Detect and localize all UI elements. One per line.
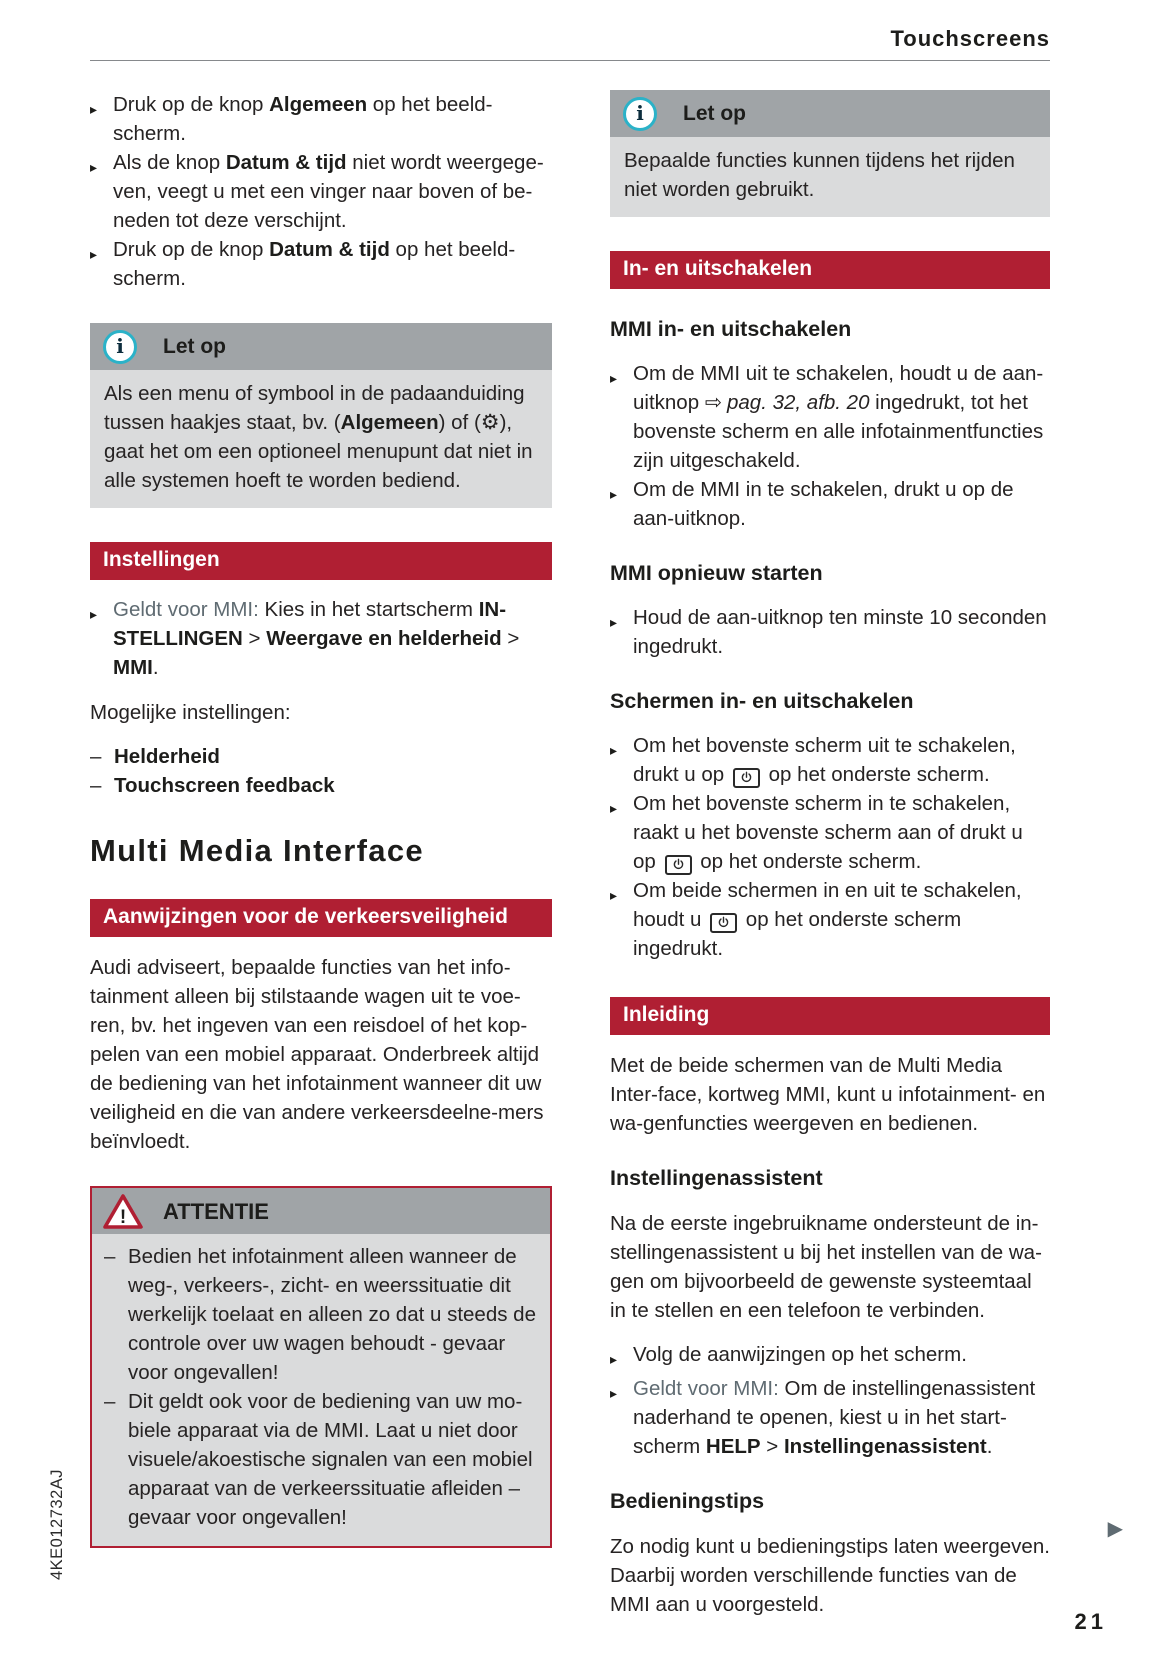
bullet-item <box>90 235 552 293</box>
bullet-icon: ▸ <box>610 800 618 816</box>
item-text <box>633 731 1050 789</box>
document-code: 4KE012732AJ <box>48 1468 66 1580</box>
paragraph <box>610 1209 1050 1325</box>
paragraph <box>90 698 552 727</box>
bullet-item <box>90 90 552 148</box>
bullet-icon: ▸ <box>90 101 98 117</box>
text-run: Om het bovenste scherm in te schakelen, raakt u het bovenste scherm aan of drukt u op <box>633 792 1023 873</box>
text-run: Weergave en helderheid <box>266 627 502 650</box>
text-run: op het onderste scherm. <box>762 763 990 786</box>
paragraph <box>90 953 552 1156</box>
subheading: Instellingenassistent <box>610 1166 823 1190</box>
subheading: MMI opnieuw starten <box>610 561 823 585</box>
text-run: Audi adviseert, bepaalde functies van het info-tainment alleen bij stilstaande wagen uit te voe-ren, bv. het ingeven van een reisdoel of het kop-pelen van een mobiel apparaat. Onderbreek altijd de bediening van het infotainment wanneer dit uw veiligheid en die van andere verkeersdeelne-mers beïnvloedt. <box>90 956 544 1153</box>
bullet-list <box>90 595 552 682</box>
note-header <box>90 323 552 370</box>
item-text <box>113 235 552 293</box>
text-run: > <box>242 627 267 650</box>
item-text <box>633 1340 1050 1374</box>
text-run: . <box>152 656 159 679</box>
paragraph <box>610 1051 1050 1138</box>
bullet-icon: ▸ <box>610 486 618 502</box>
note-title: Let op <box>163 335 226 358</box>
bullet-item <box>90 595 552 682</box>
item-text <box>114 742 220 771</box>
text-run: niet wordt weergege-ven, veegt u met een vinger naar boven of be-neden tot deze verschijnt. <box>113 151 544 232</box>
text-run: Druk op de knop <box>113 93 270 116</box>
bullet-icon: ▸ <box>610 370 618 386</box>
item-text <box>128 1387 538 1532</box>
text-run: Zo nodig kunt u bedieningstips laten weergeven. Daarbij worden verschillende functies van de MMI aan u voorgesteld. <box>610 1535 1050 1616</box>
power-icon <box>665 855 692 875</box>
bullet-item <box>610 876 1050 963</box>
section-banner: Inleiding <box>610 997 1050 1035</box>
text-run: . <box>986 1435 993 1458</box>
text-run: Datum & tijd <box>269 238 390 261</box>
info-icon: i <box>103 330 137 364</box>
text-run: Touchscreen feedback <box>114 774 335 797</box>
item-text <box>128 1242 538 1387</box>
text-run: Helderheid <box>114 745 220 768</box>
subheading: Bedieningstips <box>610 1489 765 1513</box>
text-run: op het beeld-scherm. <box>113 93 493 145</box>
item-text <box>114 771 335 800</box>
text-run: Geldt voor MMI: <box>633 1377 785 1400</box>
list-item <box>104 1387 538 1532</box>
text-run: Algemeen <box>269 93 368 116</box>
bullet-icon: ▸ <box>90 606 98 622</box>
bullet-list <box>610 603 1050 661</box>
bullet-icon: ▸ <box>610 614 618 630</box>
bullet-icon: ▸ <box>90 159 98 175</box>
text-run: Geldt voor MMI: <box>113 598 265 621</box>
text-run: HELP <box>705 1435 761 1458</box>
text-run: Om beide schermen in en uit te schakelen, houdt u <box>633 879 1022 931</box>
chapter-title: Touchscreens <box>890 26 1050 51</box>
ref-arrow-icon: ⇨ <box>704 391 722 414</box>
note-body <box>610 137 1050 217</box>
text-run: Mogelijke instellingen: <box>90 701 291 724</box>
text-run: pag. 32, afb. 20 <box>727 391 870 414</box>
item-text <box>113 595 552 682</box>
power-icon <box>710 913 737 933</box>
list-item <box>90 771 552 800</box>
warning-box <box>90 1186 552 1548</box>
paragraph <box>610 1532 1050 1619</box>
item-text <box>633 475 1050 533</box>
bullet-icon: ▸ <box>610 1351 618 1367</box>
bullet-list <box>610 731 1050 963</box>
continuation-arrow-icon: ▶ <box>1107 1518 1123 1540</box>
item-text <box>633 1374 1050 1461</box>
text-run: Algemeen <box>340 411 439 434</box>
bullet-list <box>610 1340 1050 1461</box>
section-banner: Aanwijzingen voor de verkeersveiligheid <box>90 899 552 937</box>
text-run: > <box>501 627 520 650</box>
note-body <box>90 370 552 508</box>
subheading: Schermen in- en uitschakelen <box>610 689 914 713</box>
text-run: Om het bovenste scherm uit te schakelen, drukt u op <box>633 734 1016 786</box>
bullet-icon: ▸ <box>610 742 618 758</box>
note-box <box>90 323 552 508</box>
text-run: Druk op de knop <box>113 238 270 261</box>
item-text <box>113 90 552 148</box>
bullet-list <box>610 359 1050 533</box>
svg-text:!: ! <box>119 1206 127 1228</box>
text-run: IN-STELLINGEN <box>113 598 507 650</box>
text-run: Als een menu of symbool in de padaanduiding tussen haakjes staat, bv. ( <box>104 382 525 434</box>
page-number: 21 <box>1074 1609 1107 1634</box>
section-banner: Instellingen <box>90 542 552 580</box>
page-title: Multi Media Interface <box>90 833 424 868</box>
item-text <box>633 876 1050 963</box>
page-header <box>90 26 1050 52</box>
dash-marker: – <box>90 745 102 768</box>
text-run: Om de MMI in te schakelen, drukt u op de aan-uitknop. <box>633 478 1014 530</box>
bullet-icon: ▸ <box>610 1385 618 1401</box>
item-text <box>633 603 1050 661</box>
text-run: Om de MMI uit te schakelen, houdt u de aan-uitknop <box>633 362 1044 414</box>
text-run: Om de instellingenassistent naderhand te openen, kiest u in het start-scherm <box>633 1377 1036 1458</box>
text-run: op het beeld-scherm. <box>113 238 516 290</box>
section-banner: In- en uitschakelen <box>610 251 1050 289</box>
header-rule <box>90 60 1050 61</box>
bullet-item <box>610 475 1050 533</box>
right-column <box>610 90 1050 1619</box>
bullet-item <box>610 1374 1050 1461</box>
power-icon <box>733 768 760 788</box>
text-run: Instellingenassistent <box>783 1435 987 1458</box>
item-text <box>113 148 552 235</box>
text-run: Als de knop <box>113 151 226 174</box>
list-item <box>104 1242 538 1387</box>
item-text <box>633 789 1050 876</box>
bullet-list <box>90 90 552 293</box>
text-run: op het onderste scherm. <box>694 850 922 873</box>
text-run: MMI <box>113 656 153 679</box>
warning-triangle-icon <box>103 1194 143 1229</box>
text-run: ), gaat het om een optioneel menupunt dat niet in alle systemen hoeft te worden bediend. <box>104 411 533 492</box>
dash-list <box>104 1242 538 1532</box>
bullet-item <box>90 148 552 235</box>
dash-marker: – <box>104 1245 116 1268</box>
dash-list <box>90 742 552 800</box>
info-icon: i <box>623 97 657 131</box>
text-run: op het onderste scherm ingedrukt. <box>633 908 962 960</box>
note-header <box>610 90 1050 137</box>
warning-title: ATTENTIE <box>163 1198 269 1224</box>
bullet-item <box>610 359 1050 475</box>
bullet-item <box>610 1340 1050 1374</box>
bullet-item <box>610 789 1050 876</box>
text-run: Kies in het startscherm <box>264 598 479 621</box>
text-run: Na de eerste ingebruikname ondersteunt de in-stellingenassistent u bij het instellen van de wa-gen om bijvoorbeeld de gewenste systeemtaal in te stellen en een telefoon te verbinden. <box>610 1212 1042 1322</box>
text-run: Datum & tijd <box>225 151 347 174</box>
item-text <box>633 359 1050 475</box>
note-box <box>610 90 1050 217</box>
warning-body <box>92 1234 550 1546</box>
text-run: Houd de aan-uitknop ten minste 10 seconden ingedrukt. <box>633 606 1047 658</box>
warning-header <box>92 1188 550 1234</box>
subheading: MMI in- en uitschakelen <box>610 317 852 341</box>
content-columns <box>90 90 1050 1619</box>
text-run: Dit geldt ook voor de bediening van uw mo-biele apparaat via de MMI. Laat u niet door visuele/akoestische signalen van een mobiel apparaat van de verkeerssituatie afleiden – gevaar voor ongevallen! <box>128 1390 533 1529</box>
text-run: ingedrukt, tot het bovenste scherm en alle infotainmentfuncties zijn uitgeschakeld. <box>633 391 1044 472</box>
text-run: > <box>760 1435 784 1458</box>
list-item <box>90 742 552 771</box>
bullet-item <box>610 731 1050 789</box>
bullet-icon: ▸ <box>610 887 618 903</box>
text-run: Bepaalde functies kunnen tijdens het rijden niet worden gebruikt. <box>624 149 1015 201</box>
bullet-icon: ▸ <box>90 246 98 262</box>
text-run: Met de beide schermen van de Multi Media Inter-face, kortweg MMI, kunt u infotainment- en wa-genfuncties weergeven en bedienen. <box>610 1054 1046 1135</box>
text-run: Volg de aanwijzingen op het scherm. <box>633 1343 967 1366</box>
bullet-item <box>610 603 1050 661</box>
gear-icon: ⚙ <box>480 411 500 434</box>
dash-marker: – <box>90 774 102 797</box>
left-column <box>90 90 552 1619</box>
note-title: Let op <box>683 102 746 125</box>
dash-marker: – <box>104 1390 116 1413</box>
text-run: ) of ( <box>438 411 481 434</box>
text-run: Bedien het infotainment alleen wanneer de weg-, verkeers-, zicht- en weerssituatie dit werkelijk toelaat en alleen zo dat u steeds de controle over uw wagen behoudt - gevaar voor ongevallen! <box>128 1245 536 1384</box>
